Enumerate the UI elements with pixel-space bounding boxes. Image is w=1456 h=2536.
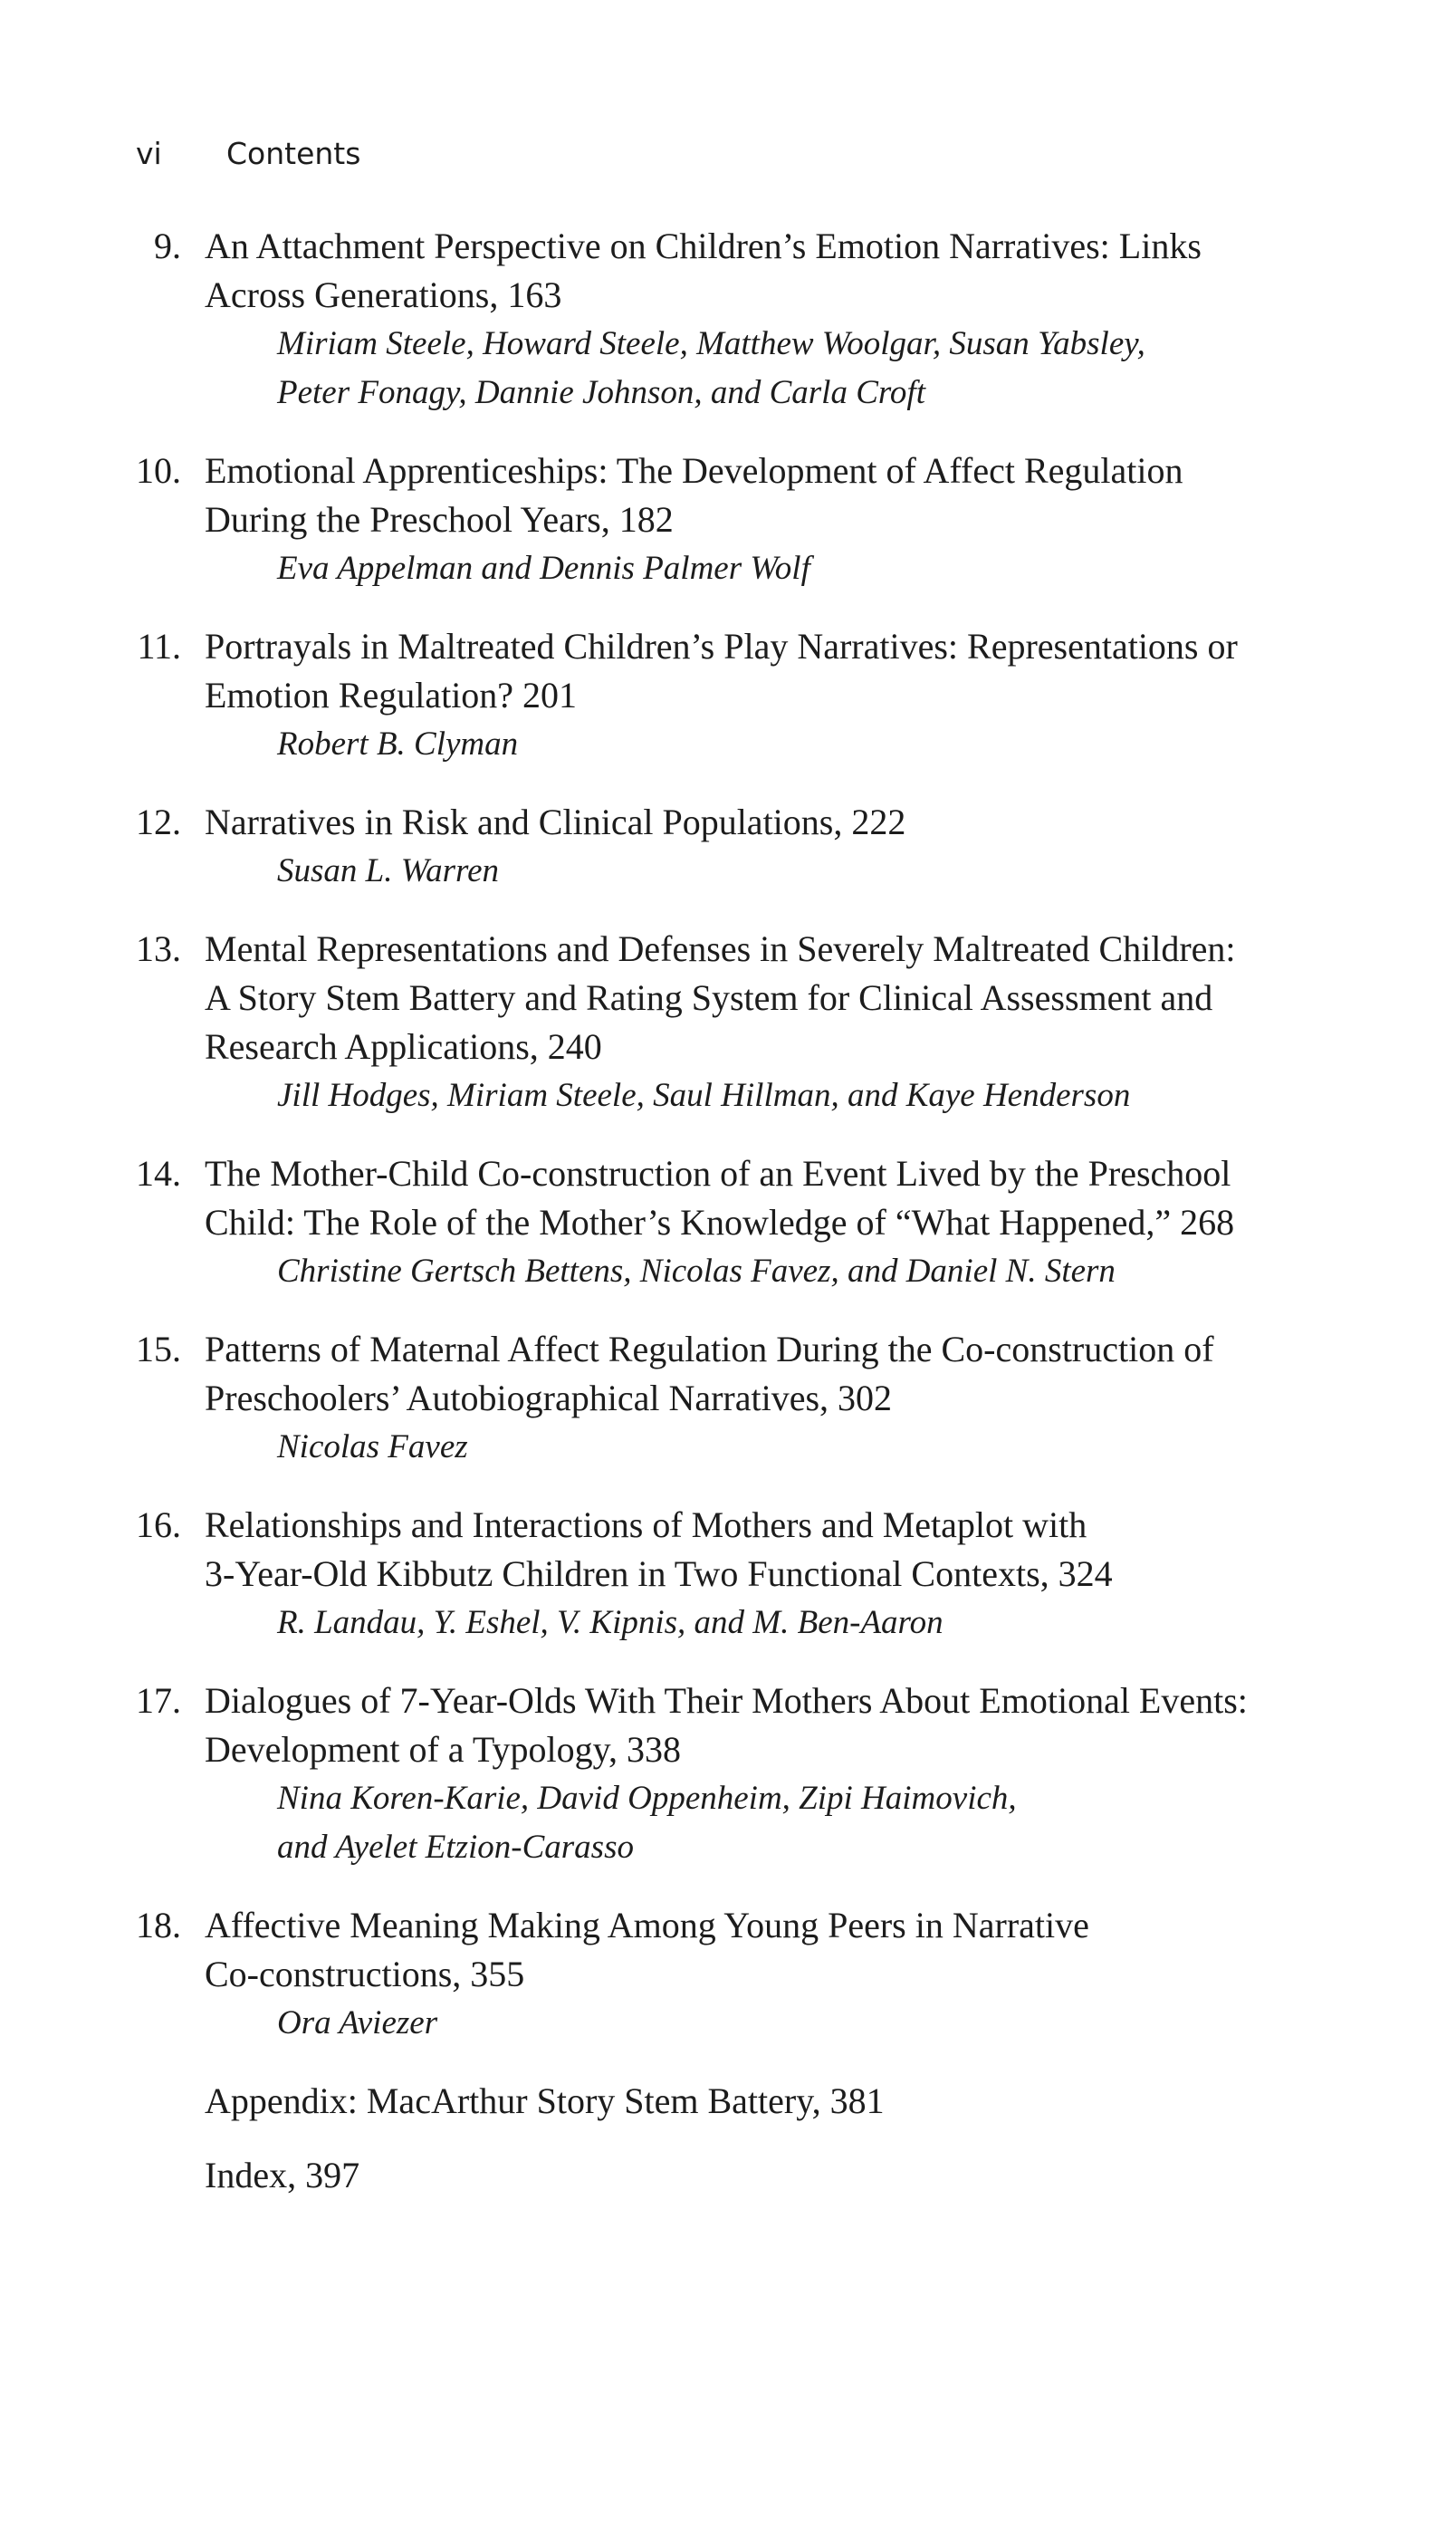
toc-entry-appendix: Appendix: MacArthur Story Stem Battery, 381 <box>205 2080 885 2121</box>
chapter-number: 9. <box>154 226 181 266</box>
toc-entry-chapter-10 <box>0 447 1456 593</box>
chapter-authors-line: Peter Fonagy, Dannie Johnson, and Carla Croft <box>277 374 925 411</box>
chapter-number: 16. <box>136 1504 181 1545</box>
toc-entry-chapter-14 <box>0 1149 1456 1296</box>
chapter-number: 11. <box>137 626 181 667</box>
chapter-number: 14. <box>136 1153 181 1194</box>
toc-entry-chapter-15 <box>0 1325 1456 1472</box>
chapter-title-line: The Mother-Child Co-construction of an Event Lived by the Preschool <box>205 1153 1231 1194</box>
chapter-title-line: Emotional Apprenticeships: The Development of Affect Regulation <box>205 450 1183 491</box>
toc-entry-chapter-11 <box>0 622 1456 769</box>
toc-entry-chapter-13 <box>0 925 1456 1120</box>
toc-entry-chapter-9 <box>0 222 1456 418</box>
chapter-authors-line: Ora Aviezer <box>277 2004 438 2041</box>
chapter-title-line: Across Generations, 163 <box>205 274 562 315</box>
chapter-title-line: 3-Year-Old Kibbutz Children in Two Functional Contexts, 324 <box>205 1553 1113 1594</box>
toc-entry-chapter-12 <box>0 798 1456 896</box>
chapter-authors-line: Nina Koren-Karie, David Oppenheim, Zipi Haimovich, <box>277 1780 1017 1817</box>
chapter-authors-line: Susan L. Warren <box>277 852 499 889</box>
chapter-title-line: A Story Stem Battery and Rating System for Clinical Assessment and <box>205 977 1213 1018</box>
chapter-title-line: During the Preschool Years, 182 <box>205 499 674 540</box>
chapter-title-line: Emotion Regulation? 201 <box>205 675 578 716</box>
chapter-title-line: An Attachment Perspective on Children’s Emotion Narratives: Links <box>205 226 1202 266</box>
running-head-label: Contents <box>226 136 361 171</box>
chapter-number: 10. <box>136 450 181 491</box>
chapter-number: 18. <box>136 1905 181 1945</box>
chapter-number: 15. <box>136 1329 181 1369</box>
chapter-number: 12. <box>136 802 181 842</box>
toc-entry-chapter-18 <box>0 1901 1456 2048</box>
chapter-title-line: Mental Representations and Defenses in Severely Maltreated Children: <box>205 928 1236 969</box>
chapter-authors-line: Jill Hodges, Miriam Steele, Saul Hillman, and Kaye Henderson <box>277 1077 1131 1114</box>
chapter-authors-line: Miriam Steele, Howard Steele, Matthew Woolgar, Susan Yabsley, <box>277 325 1145 362</box>
running-head <box>136 136 360 172</box>
chapter-title-line: Relationships and Interactions of Mothers and Metaplot with <box>205 1504 1087 1545</box>
chapter-title-line: Portrayals in Maltreated Children’s Play Narratives: Representations or <box>205 626 1238 667</box>
chapter-title-line: Narratives in Risk and Clinical Populations, 222 <box>205 802 906 842</box>
chapter-authors-line: and Ayelet Etzion-Carasso <box>277 1829 634 1866</box>
chapter-title-line: Development of a Typology, 338 <box>205 1729 681 1770</box>
table-of-contents <box>0 222 1456 2225</box>
chapter-title-line: Preschoolers’ Autobiographical Narratives, 302 <box>205 1378 893 1418</box>
chapter-authors-line: Nicolas Favez <box>277 1428 468 1465</box>
chapter-title-line: Affective Meaning Making Among Young Peers in Narrative <box>205 1905 1089 1945</box>
chapter-title-line: Patterns of Maternal Affect Regulation During the Co-construction of <box>205 1329 1214 1369</box>
chapter-title-line: Co-constructions, 355 <box>205 1954 525 1994</box>
toc-entry-index: Index, 397 <box>205 2155 360 2195</box>
chapter-authors-line: Eva Appelman and Dennis Palmer Wolf <box>277 550 810 587</box>
chapter-number: 13. <box>136 928 181 969</box>
chapter-authors-line: Christine Gertsch Bettens, Nicolas Favez, and Daniel N. Stern <box>277 1253 1116 1290</box>
chapter-title-line: Research Applications, 240 <box>205 1026 602 1067</box>
toc-entry-chapter-17 <box>0 1676 1456 1872</box>
toc-entry-chapter-16 <box>0 1501 1456 1647</box>
chapter-authors-line: R. Landau, Y. Eshel, V. Kipnis, and M. Ben-Aaron <box>277 1604 944 1641</box>
chapter-title-line: Dialogues of 7-Year-Olds With Their Mothers About Emotional Events: <box>205 1680 1248 1721</box>
chapter-authors-line: Robert B. Clyman <box>277 725 519 763</box>
chapter-title-line: Child: The Role of the Mother’s Knowledge of “What Happened,” 268 <box>205 1202 1235 1243</box>
page-folio: vi <box>136 136 162 171</box>
chapter-number: 17. <box>136 1680 181 1721</box>
